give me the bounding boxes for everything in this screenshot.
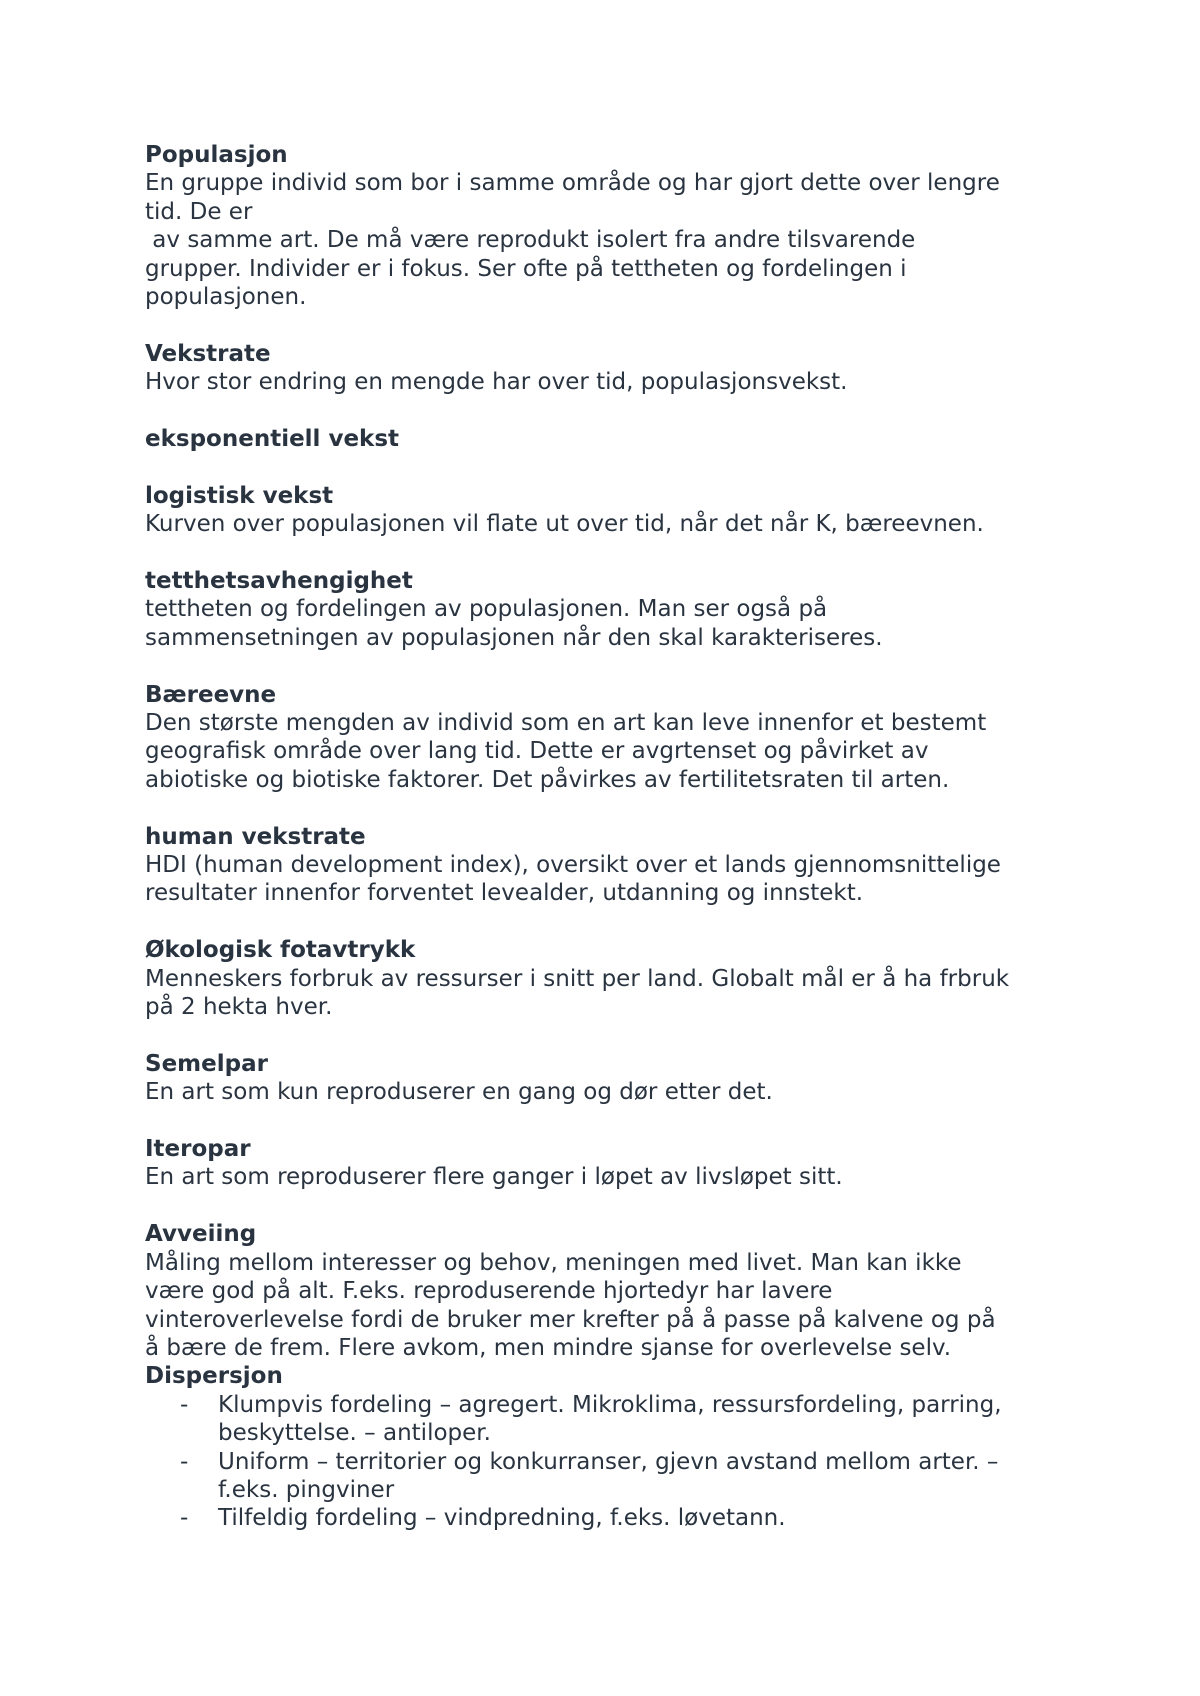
section-body bbox=[145, 368, 1085, 396]
section-heading: Bæreevne bbox=[145, 681, 277, 708]
text-line: sammensetningen av populasjonen når den skal karakteriseres. bbox=[145, 624, 883, 651]
section-heading: tetthetsavhengighet bbox=[145, 568, 413, 595]
section-6 bbox=[145, 681, 1085, 795]
text-line: abiotiske og biotiske faktorer. Det påvirkes av fertilitetsraten til arten. bbox=[145, 766, 950, 793]
section-body bbox=[145, 709, 1085, 794]
section-heading: Iteropar bbox=[145, 1136, 251, 1163]
section-heading: Økologisk fotavtrykk bbox=[145, 937, 416, 964]
text-line: f.eks. pingviner bbox=[218, 1476, 395, 1503]
text-line: tid. De er bbox=[145, 198, 253, 225]
text-line: En gruppe individ som bor i samme område og har gjort dette over lengre bbox=[145, 170, 1000, 197]
section-body bbox=[145, 965, 1085, 1022]
text-line: Måling mellom interesser og behov, meningen med livet. Man kan ikke bbox=[145, 1249, 962, 1276]
section-4 bbox=[145, 482, 1085, 539]
text-line: grupper. Individer er i fokus. Ser ofte på tettheten og fordelingen i bbox=[145, 255, 907, 282]
text-line: Tilfeldig fordeling – vindpredning, f.eks. løvetann. bbox=[218, 1505, 786, 1532]
section-7 bbox=[145, 823, 1085, 908]
section-body bbox=[145, 851, 1085, 908]
text-line: beskyttelse. – antiloper. bbox=[218, 1420, 491, 1447]
section-body bbox=[145, 1163, 1085, 1191]
text-line: Kurven over populasjonen vil flate ut over tid, når det når K, bæreevnen. bbox=[145, 511, 984, 538]
section-body bbox=[145, 169, 1085, 311]
text-line: geografisk område over lang tid. Dette er avgrtenset og påvirket av bbox=[145, 738, 929, 765]
section-heading: human vekstrate bbox=[145, 823, 366, 850]
text-line: Menneskers forbruk av ressurser i snitt per land. Globalt mål er å ha frbruk bbox=[145, 965, 1010, 992]
text-line: En art som kun reproduserer en gang og dør etter det. bbox=[145, 1079, 773, 1106]
section-heading: Populasjon bbox=[145, 142, 288, 168]
document-page bbox=[145, 141, 1085, 1533]
section-dispersjon bbox=[145, 1362, 1085, 1532]
section-1 bbox=[145, 141, 1085, 311]
text-line: En art som reproduserer flere ganger i løpet av livsløpet sitt. bbox=[145, 1164, 843, 1191]
list-item bbox=[145, 1504, 1085, 1532]
section-9 bbox=[145, 1050, 1085, 1107]
section-body bbox=[145, 1078, 1085, 1106]
section-11 bbox=[145, 1220, 1085, 1362]
section-3 bbox=[145, 425, 1085, 453]
text-line: av samme art. De må være reprodukt isolert fra andre tilsvarende bbox=[145, 227, 916, 254]
text-line: Den største mengden av individ som en art kan leve innenfor et bestemt bbox=[145, 710, 987, 737]
text-line: HDI (human development index), oversikt over et lands gjennomsnittelige bbox=[145, 852, 1001, 879]
text-line: Hvor stor endring en mengde har over tid, populasjonsvekst. bbox=[145, 369, 848, 396]
bullet-dash-icon: - bbox=[180, 1505, 189, 1532]
section-5 bbox=[145, 567, 1085, 652]
section-2 bbox=[145, 340, 1085, 397]
text-line: Uniform – territorier og konkurranser, gjevn avstand mellom arter. – bbox=[218, 1448, 999, 1475]
text-line: Klumpvis fordeling – agregert. Mikroklima, ressursfordeling, parring, bbox=[218, 1391, 1002, 1418]
list-item bbox=[145, 1448, 1085, 1505]
bullet-dash-icon: - bbox=[180, 1448, 189, 1475]
section-heading: Vekstrate bbox=[145, 340, 271, 367]
text-line: populasjonen. bbox=[145, 284, 307, 311]
section-body bbox=[145, 1249, 1085, 1363]
bullet-dash-icon: - bbox=[180, 1391, 189, 1418]
text-line: resultater innenfor forventet levealder, utdanning og innstekt. bbox=[145, 880, 864, 907]
section-heading: Dispersjon bbox=[145, 1363, 283, 1390]
section-heading: Semelpar bbox=[145, 1050, 268, 1077]
section-heading: logistisk vekst bbox=[145, 482, 334, 509]
text-line: å bære de frem. Flere avkom, men mindre sjanse for overlevelse selv. bbox=[145, 1334, 952, 1361]
section-10 bbox=[145, 1135, 1085, 1192]
section-body bbox=[145, 510, 1085, 538]
text-line: på 2 hekta hver. bbox=[145, 994, 333, 1021]
list-item bbox=[145, 1391, 1085, 1448]
text-line: vinteroverlevelse fordi de bruker mer krefter på å passe på kalvene og på bbox=[145, 1306, 996, 1333]
section-heading: eksponentiell vekst bbox=[145, 426, 400, 453]
section-body bbox=[145, 595, 1085, 652]
dispersion-bullet-list bbox=[145, 1391, 1085, 1533]
text-line: være god på alt. F.eks. reproduserende hjortedyr har lavere bbox=[145, 1278, 833, 1305]
section-heading: Avveiing bbox=[145, 1221, 257, 1248]
section-8 bbox=[145, 936, 1085, 1021]
text-line: tettheten og fordelingen av populasjonen. Man ser også på bbox=[145, 596, 828, 623]
sections-container bbox=[145, 141, 1085, 1362]
